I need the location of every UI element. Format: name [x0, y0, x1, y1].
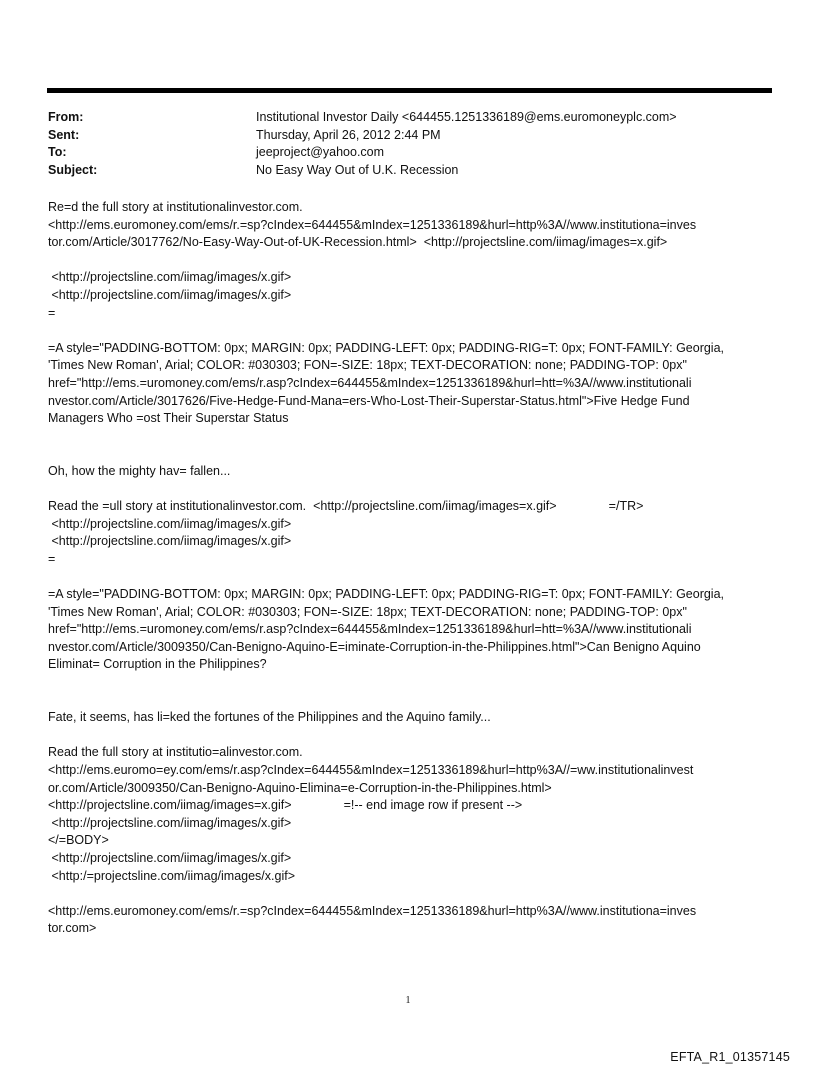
from-label: From: [48, 110, 84, 124]
body-line: <http://ems.euromo=ey.com/ems/r.asp?cIndex=644455&mIndex=1251336189&hurl=http%3A//=ww.institutionalinvest [48, 763, 694, 777]
body-line: href="http://ems.=uromoney.com/ems/r.asp?cIndex=644455&mIndex=1251336189&hurl=htt=%3A//www.institutionali [48, 622, 692, 637]
body-line: = [48, 305, 56, 320]
subject-row [48, 162, 768, 180]
body-line: Read the full story at institutio=alinvestor.com. [48, 745, 303, 760]
body-line: Re=d the full story at institutionalinvestor.com. [48, 200, 303, 214]
body-line: <http://projectsline.com/iimag/images/x.gif> [48, 287, 292, 302]
body-line: <http://projectsline.com/iimag/images=x.gif> =!-- end image row if present --> [48, 798, 523, 813]
body-line: nvestor.com/Article/3009350/Can-Benigno-Aquino-E=iminate-Corruption-in-the-Philippines.html">Can Benigno Aquino [48, 639, 701, 654]
sent-row [48, 127, 768, 145]
body-line: tor.com/Article/3017762/No-Easy-Way-Out-of-UK-Recession.html> <http://projectsline.com/iimag/images=x.gif> [48, 235, 668, 250]
body-line: =A style="PADDING-BOTTOM: 0px; MARGIN: 0px; PADDING-LEFT: 0px; PADDING-RIG=T: 0px; FONT-FAMILY: Georgia, [48, 587, 725, 602]
body-line: Oh, how the mighty hav= fallen... [48, 463, 231, 478]
body-line: Eliminat= Corruption in the Philippines? [48, 657, 267, 672]
bates-number: EFTA_R1_01357145 [670, 1050, 790, 1064]
sent-value: Thursday, April 26, 2012 2:44 PM [256, 127, 441, 142]
to-label: To: [48, 145, 67, 160]
email-body [48, 199, 778, 938]
body-line: 'Times New Roman', Arial; COLOR: #030303; FON=-SIZE: 18px; TEXT-DECORATION: none; PADDING-TOP: 0px" [48, 358, 687, 373]
to-value: jeeproject@yahoo.com [256, 145, 385, 160]
body-line: <http://ems.euromoney.com/ems/r.=sp?cIndex=644455&mIndex=1251336189&hurl=http%3A//www.institutiona=inves [48, 217, 697, 232]
body-line: =A style="PADDING-BOTTOM: 0px; MARGIN: 0px; PADDING-LEFT: 0px; PADDING-RIG=T: 0px; FONT-FAMILY: Georgia, [48, 340, 725, 355]
body-line: Managers Who =ost Their Superstar Status [48, 411, 289, 426]
body-line: = [48, 551, 56, 566]
body-line: nvestor.com/Article/3017626/Five-Hedge-Fund-Mana=ers-Who-Lost-Their-Superstar-Status.html">Five Hedge Fund [48, 393, 690, 408]
body-paragraph [48, 340, 778, 428]
body-line: <http://projectsline.com/iimag/images/x.gif> [48, 815, 292, 830]
body-paragraph [48, 463, 778, 481]
body-line: tor.com> [48, 921, 97, 936]
sent-label: Sent: [48, 127, 80, 142]
body-line: <http:/=projectsline.com/iimag/images/x.gif> [48, 868, 295, 883]
body-line: <http://projectsline.com/iimag/images/x.gif> [48, 534, 292, 549]
body-paragraph [48, 269, 778, 322]
body-line: Read the =ull story at institutionalinvestor.com. <http://projectsline.com/iimag/images=x.gif> =/TR> [48, 499, 644, 514]
body-line: Fate, it seems, has li=ked the fortunes of the Philippines and the Aquino family... [48, 710, 491, 725]
body-paragraph [48, 498, 778, 568]
body-line: <http://projectsline.com/iimag/images/x.gif> [48, 516, 292, 531]
body-paragraph [48, 586, 778, 674]
body-paragraph [48, 199, 778, 252]
body-line: href="http://ems.=uromoney.com/ems/r.asp?cIndex=644455&mIndex=1251336189&hurl=htt=%3A//www.institutionali [48, 375, 692, 390]
header-rule [47, 88, 772, 93]
body-line: <http://projectsline.com/iimag/images/x.gif> [48, 850, 292, 865]
from-value: Institutional Investor Daily <644455.1251336189@ems.euromoneyplc.com> [256, 110, 677, 124]
to-row [48, 144, 768, 162]
body-paragraph [48, 903, 778, 938]
body-line: </=BODY> [48, 833, 109, 848]
page-number: 1 [405, 995, 411, 1006]
body-paragraph [48, 709, 778, 727]
email-header [48, 109, 768, 179]
body-line: <http://ems.euromoney.com/ems/r.=sp?cIndex=644455&mIndex=1251336189&hurl=http%3A//www.institutiona=inves [48, 903, 697, 918]
body-line: <http://projectsline.com/iimag/images/x.gif> [48, 270, 292, 285]
from-row [48, 109, 768, 127]
body-line: 'Times New Roman', Arial; COLOR: #030303; FON=-SIZE: 18px; TEXT-DECORATION: none; PADDING-TOP: 0px" [48, 604, 687, 619]
subject-value: No Easy Way Out of U.K. Recession [256, 162, 459, 177]
body-line: or.com/Article/3009350/Can-Benigno-Aquino-Elimina=e-Corruption-in-the-Philippines.html> [48, 780, 552, 795]
body-paragraph [48, 744, 778, 885]
subject-label: Subject: [48, 162, 98, 177]
